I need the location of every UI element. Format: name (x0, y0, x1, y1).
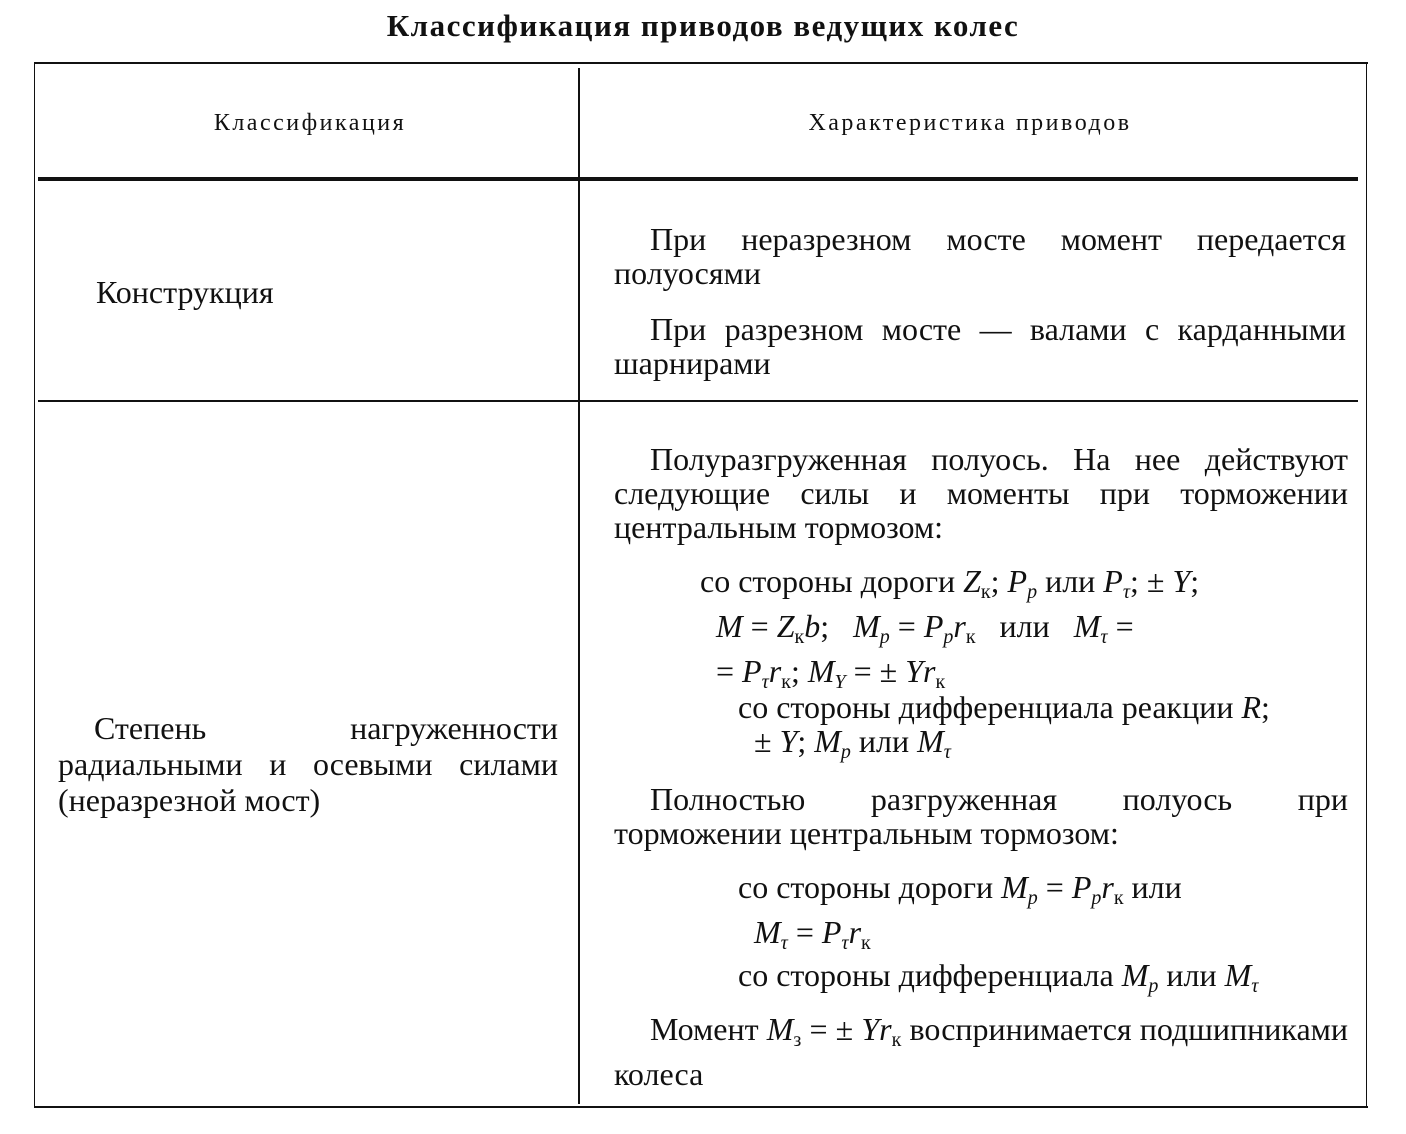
row-load-label: Степень нагруженности радиальными и осевыми силами (неразрезной мост) (58, 710, 558, 818)
moment-tail: воспринимается подшипниками колеса (614, 1011, 1349, 1092)
or-word: или (858, 723, 910, 759)
or-word: или (999, 608, 1050, 644)
table-top-rule (34, 62, 1368, 64)
or-word: или (1131, 869, 1182, 905)
row-construction-label: Конструкция (96, 274, 274, 310)
row-construction-para-2: При разрезном мосте — валами с карданными шарнирами (614, 311, 1346, 381)
left-border (34, 64, 35, 1106)
row-construction-para-1: При неразрезном мосте момент передается полуосями (614, 221, 1346, 291)
table-title: Классификация приводов ведущих колес (386, 8, 1020, 43)
or-word: или (1045, 563, 1096, 599)
header-separator-rule (38, 177, 1358, 181)
row-separator-rule (38, 400, 1358, 402)
road-forces-intro: со стороны дороги (700, 563, 956, 599)
moment-bearing-para: Момент Mз = ± Yrк воспринимается подшипниками колеса (614, 1011, 1349, 1092)
header-classification: Классификация (213, 110, 407, 136)
or-word: или (1166, 957, 1217, 993)
row-load-para-semi: Полуразгруженная полуось. На нее действуют следующие силы и моменты при торможении центральным тормозом: (614, 441, 1348, 545)
full-road-intro: со стороны дороги (738, 869, 994, 905)
road-forces-formula: со стороны дороги Zк; $P_p$ или $P_\tau$; ± Y; M = Zкb; $M_p = P_prк$ или $M_\tau$ = = $P_\tau rк$; $M_Y$ = ± Yrк (700, 563, 1200, 693)
full-diff-formula: со стороны дифференциала $M_p$ или $M_\tau$ (738, 957, 1259, 997)
differential-intro: со стороны дифференциала реакции (738, 689, 1234, 725)
right-border (1366, 64, 1367, 1106)
row-load-para-full: Полностью разгруженная полуось при торможении центральным тормозом: (614, 781, 1348, 851)
moment-intro: Момент (650, 1011, 759, 1047)
full-diff-intro: со стороны дифференциала (738, 957, 1114, 993)
header-characteristics: Характеристика приводов (808, 110, 1132, 136)
column-divider (578, 68, 580, 1104)
full-road-formula: со стороны дороги $M_p = P_prк$ или $M_\tau = P_\tau rк$ (738, 869, 1182, 954)
table-bottom-rule (34, 1106, 1368, 1108)
differential-reactions: со стороны дифференциала реакции R; ± Y; $M_p$ или $M_\tau$ (738, 689, 1270, 763)
